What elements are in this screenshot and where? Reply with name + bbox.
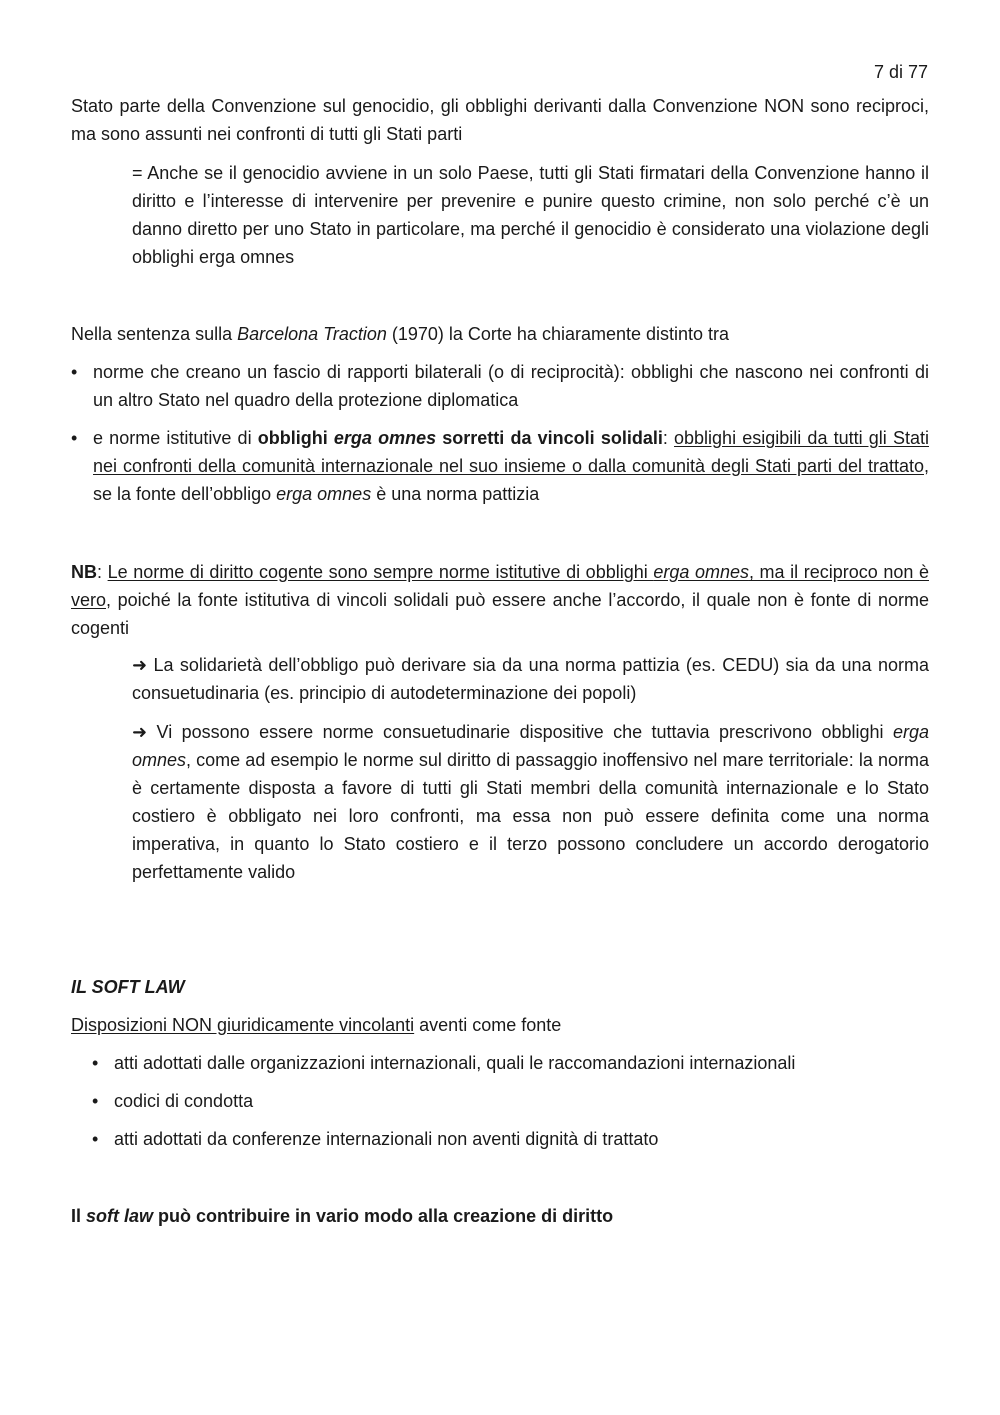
paragraph-genocide-convention: Stato parte della Convenzione sul genocidio, gli obblighi derivanti dalla Convenzione NON sono reciproci, ma sono assunti nei confronti di tutti gli Stati parti <box>71 96 929 144</box>
bullet: • <box>92 1091 99 1111</box>
paragraph-arrow-solidarity: ➜ La solidarietà dell’obbligo può derivare sia da una norma pattizia (es. CEDU) sia da una norma consuetudinaria (es. principio di autodeterminazione dei popoli) <box>132 655 929 703</box>
case-name: Barcelona Traction <box>237 324 387 344</box>
paragraph-soft-law-contribution: Il soft law può contribuire in vario modo alla creazione di diritto <box>71 1206 614 1226</box>
paragraph-arrow-dispositive: ➜ Vi possono essere norme consuetudinarie dispositive che tuttavia prescrivono obblighi erga omnes, come ad esempio le norme sul diritto di passaggio inoffensivo nel mare territoriale: la norma è certamente disposta a favore di tutti gli Stati membri della comunità internazionale e lo Stato costiero è obbligato nei loro confronti, ma essa non può essere definita come una norma imperativa, in quanto lo Stato costiero e il terzo possono concludere un accordo derogatorio perfettamente valido <box>132 722 929 882</box>
bullet: • <box>71 362 78 382</box>
bullet: • <box>92 1129 99 1149</box>
paragraph-genocide-explanation: = Anche se il genocidio avviene in un solo Paese, tutti gli Stati firmatari della Convenzione hanno il diritto e l’interesse di intervenire per prevenire e punire questo crimine, non solo perché c’è un danno diretto per uno Stato in particolare, ma perché il genocidio è considerato una violazione degli obblighi erga omnes <box>132 163 929 267</box>
page-number: 7 di 77 <box>873 62 928 82</box>
paragraph-soft-law-definition: Disposizioni NON giuridicamente vincolanti aventi come fonte <box>71 1015 562 1035</box>
paragraph-nb: NB: Le norme di diritto cogente sono sempre norme istitutive di obblighi erga omnes, ma il reciproco non è vero, poiché la fonte istitutiva di vincoli solidali può essere anche l’accordo, il quale non è fonte di norme cogenti <box>71 562 929 638</box>
bullet: • <box>92 1053 99 1073</box>
document-page: 7 di 77 Stato parte della Convenzione sul genocidio, gli obblighi derivanti dalla Convenzione NON sono reciproci, ma sono assunti nei confronti di tutti gli Stati parti = Anche se il genocidio avviene in un solo Paese, tutti gli Stati firmatari della Convenzione hanno il diritto e l’interesse di intervenire per prevenire e punire questo crimine, non solo perché c’è un danno diretto per uno Stato in particolare, ma perché il genocidio è considerato una violazione degli obblighi erga omnes Nella sentenza sulla Barcelona Traction (1970) la Corte ha chiaramente distinto tra • norme che creano un fascio di rapporti bilaterali (o di reciprocità): obblighi che nascono nei confronti di un altro Stato nel quadro della protezione diplomatica • e norme istitutive di obblighi erga omnes sorretti da vincoli solidali: obblighi esigibili da tutti gli Stati nei confronti della comunità internazionale nel suo insieme o dalla comunità degli Stati parti del trattato, se la fonte dell’obbligo erga omnes è una norma pattizia NB: Le norme di diritto cogente sono sempre norme istitutive di obblighi erga omnes, ma il reciproco non è vero, poiché la fonte istitutiva di vincoli solidali può essere anche l’accordo, il quale non è fonte di norme cogenti ➜ La solidarietà dell’obbligo può derivare sia da una norma pattizia (es. CEDU) sia da una norma consuetudinaria (es. principio di autodeterminazione dei popoli) ➜ Vi possono essere norme consuetudinarie dispositive che tuttavia prescrivono obblighi erga omnes, come ad esempio le norme sul diritto di passaggio inoffensivo nel mare territoriale: la norma è certamente disposta a favore di tutti gli Stati membri della comunità internazionale e lo Stato costiero è obbligato nei loro confronti, ma essa non può essere definita come una norma imperativa, in quanto lo Stato costiero e il terzo possono concludere un accordo derogatorio perfettamente valido IL SOFT LAW Disposizioni NON giuridicamente vincolanti aventi come fonte • atti adottati dalle organizzazioni internazionali, quali le raccomandazioni internazionali • codici di condotta • atti adottati da conferenze internazionali non aventi dignità di trattato Il soft law può contribuire in vario modo alla creazione di diritto <box>0 0 1000 1415</box>
bullet: • <box>71 428 78 448</box>
paragraph-barcelona-traction: Nella sentenza sulla Barcelona Traction (1970) la Corte ha chiaramente distinto tra <box>71 324 730 344</box>
section-title: IL SOFT LAW <box>71 977 185 997</box>
